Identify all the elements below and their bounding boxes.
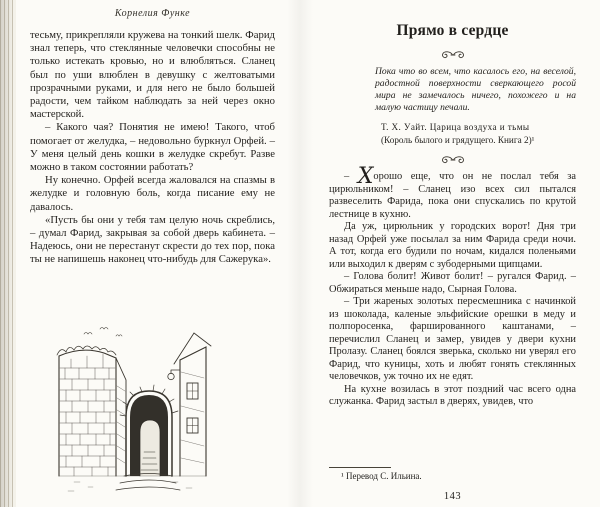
decorative-initial: Х <box>357 164 374 189</box>
paragraph-text: орошо еще, что он не послал тебя за цирюльником! – Сланец изо всех сил пытался развеселить Фарида, пока они спускались по крутой лестнице в кухню. <box>329 171 576 220</box>
footnote: ¹ Перевод С. Ильина. <box>341 471 422 481</box>
paragraph: На кухне возилась в этот поздний час всего одна служанка. Фарид застыл в дверях, увидев, что <box>329 383 576 407</box>
footnote-block <box>329 467 576 481</box>
dialogue-dash: – <box>344 171 358 182</box>
left-page <box>30 8 275 267</box>
fleuron-icon-svg <box>439 50 467 60</box>
paragraph: тесьму, прикрепляли кружева на тонкий шелк. Фарид знал теперь, что стеклянные человечки способны не только истекать кровью, но и влюбляться. Сланец был по уши влюблен в девушку с желтоватыми прозрачными руками, и для него не было большей радости, чем тайком наблюдать за ней через окно мастерской. <box>30 29 275 121</box>
page-gutter <box>287 0 313 507</box>
fleuron-icon <box>329 50 576 60</box>
paragraph: Да уж, цирюльник у городских ворот! Дня три назад Орфей уже посылал за ним Фарида среди ночи. А тот, когда его будили по ночам, кидался поленьями или выходил к дверям с зубодерными щипцами. <box>329 221 576 270</box>
street-archway-illustration-svg <box>54 320 224 496</box>
paragraph <box>329 164 576 221</box>
epigraph: Пока что во всем, что касалось его, на веселой, радостной поверхности сверкающего росой мира не замечалось ничего, похожего и на малую частицу печали. <box>375 66 576 113</box>
footnote-divider <box>329 467 391 468</box>
page-edge-stack <box>0 0 16 507</box>
chapter-title: Прямо в сердце <box>396 22 509 39</box>
chapter-body <box>329 164 576 409</box>
paragraph: – Три жареных золотых пересмешника с начинкой из шоколада, каленые эльфийские орешки в меду и полпоросенка, фаршированного каштанами, – перечислил Сланец и замер, увидев у двери кухни Пролазу. Сланец боялся зверька, сколько ни уверял его Фарид, что куницы, хоть и любят гонять стеклянных человечков, уж точно их не едят. <box>329 296 576 382</box>
right-page <box>329 12 576 503</box>
paragraph: – Голова болит! Живот болит! – ругался Фарид. – Обжираться меньше надо, Сырная Голова. <box>329 271 576 295</box>
attribution-line: Т. Х. Уайт. Царица воздуха и тьмы <box>381 122 530 132</box>
street-archway-illustration <box>54 320 224 496</box>
paragraph: – Какого чая? Понятия не имею! Такого, чтоб помогает от желудка, – недовольно буркнул Орфей. – У меня целый день кошки в желудке скребут. Разве можно в таком состоянии работать? <box>30 121 275 174</box>
epigraph-attribution <box>381 121 576 146</box>
attribution-line: (Король былого и грядущего. Книга 2)¹ <box>381 134 535 145</box>
paragraph: Ну конечно. Орфей всегда жаловался на спазмы в желудке и головную боль, когда писание ему не давалось. <box>30 174 275 213</box>
running-header: Корнелия Функе <box>114 8 191 19</box>
page-number: 143 <box>443 491 462 502</box>
fleuron-icon-svg <box>439 155 467 165</box>
paragraph: «Пусть бы они у тебя там целую ночь скреблись, – думал Фарид, закрывая за собой дверь кабинета. – Надеюсь, они не перестанут скрести до тех пор, пока ты не напишешь наконец что-нибудь для Сажерука». <box>30 213 275 266</box>
